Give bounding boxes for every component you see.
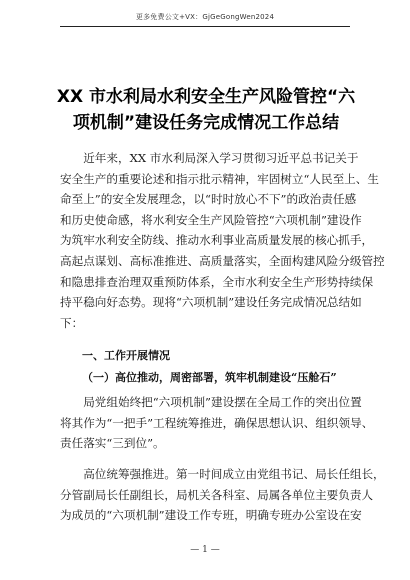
paragraph-line: 和隐患排查治理双重预防体系，全市水利安全生产形势持续保 xyxy=(60,274,374,289)
subsection-heading: （一）高位推动，周密部署，筑牢机制建设“压舱石” xyxy=(82,371,337,384)
paragraph-line: 命至上”的安全发展理念，以“时时放心不下”的政治责任感 xyxy=(60,192,357,207)
header-divider xyxy=(60,26,350,27)
body-paragraph xyxy=(60,464,385,526)
paragraph-line: 安全生产的重要论述和指示批示精神，牢固树立“人民至上、生 xyxy=(60,171,379,186)
paragraph-line: 近年来，XX 市水利局深入学习贯彻习近平总书记关于 xyxy=(60,151,359,165)
intro-paragraph xyxy=(60,148,385,333)
paragraph-line: 高起点谋划、高标准推进、高质量落实，全面构建风险分级管控 xyxy=(60,253,385,268)
section-heading: 一、工作开展情况 xyxy=(82,349,170,362)
title-line: XX 市水利局水利安全生产风险管控“六 xyxy=(56,87,356,107)
paragraph-line: 责任落实“三到位”。 xyxy=(60,436,165,451)
body-paragraph xyxy=(60,392,374,454)
paragraph-line: 为筑牢水利安全防线、推动水利事业高质量发展的核心抓手， xyxy=(60,233,374,248)
paragraph-line: 和历史使命感，将水利安全生产风险管控“六项机制”建设作 xyxy=(60,212,362,227)
document-title xyxy=(56,84,356,136)
header-watermark: 更多免费公文+VX：GjGeGongWen2024 xyxy=(135,13,275,21)
paragraph-line: 下： xyxy=(60,315,84,330)
paragraph-line: 为成员的“六项机制”建设工作专班，明确专班办公室设在安 xyxy=(60,508,362,523)
paragraph-line: 高位统筹强推进。第一时间成立由党组书记、局长任组长， xyxy=(60,467,385,481)
paragraph-line: 持平稳向好态势。现将“六项机制”建设任务完成情况总结如 xyxy=(60,295,362,310)
title-line: 项机制”建设任务完成情况工作总结 xyxy=(72,113,340,133)
paragraph-line: 将其作为“一把手”工程统筹推进，确保思想认识、组织领导、 xyxy=(60,415,374,430)
paragraph-line: 局党组始终把“六项机制”建设摆在全局工作的突出位置 xyxy=(60,395,362,409)
paragraph-line: 分管副局长任副组长，局机关各科室、局属各单位主要负责人 xyxy=(60,487,374,502)
page-number: — 1 — xyxy=(190,545,220,555)
